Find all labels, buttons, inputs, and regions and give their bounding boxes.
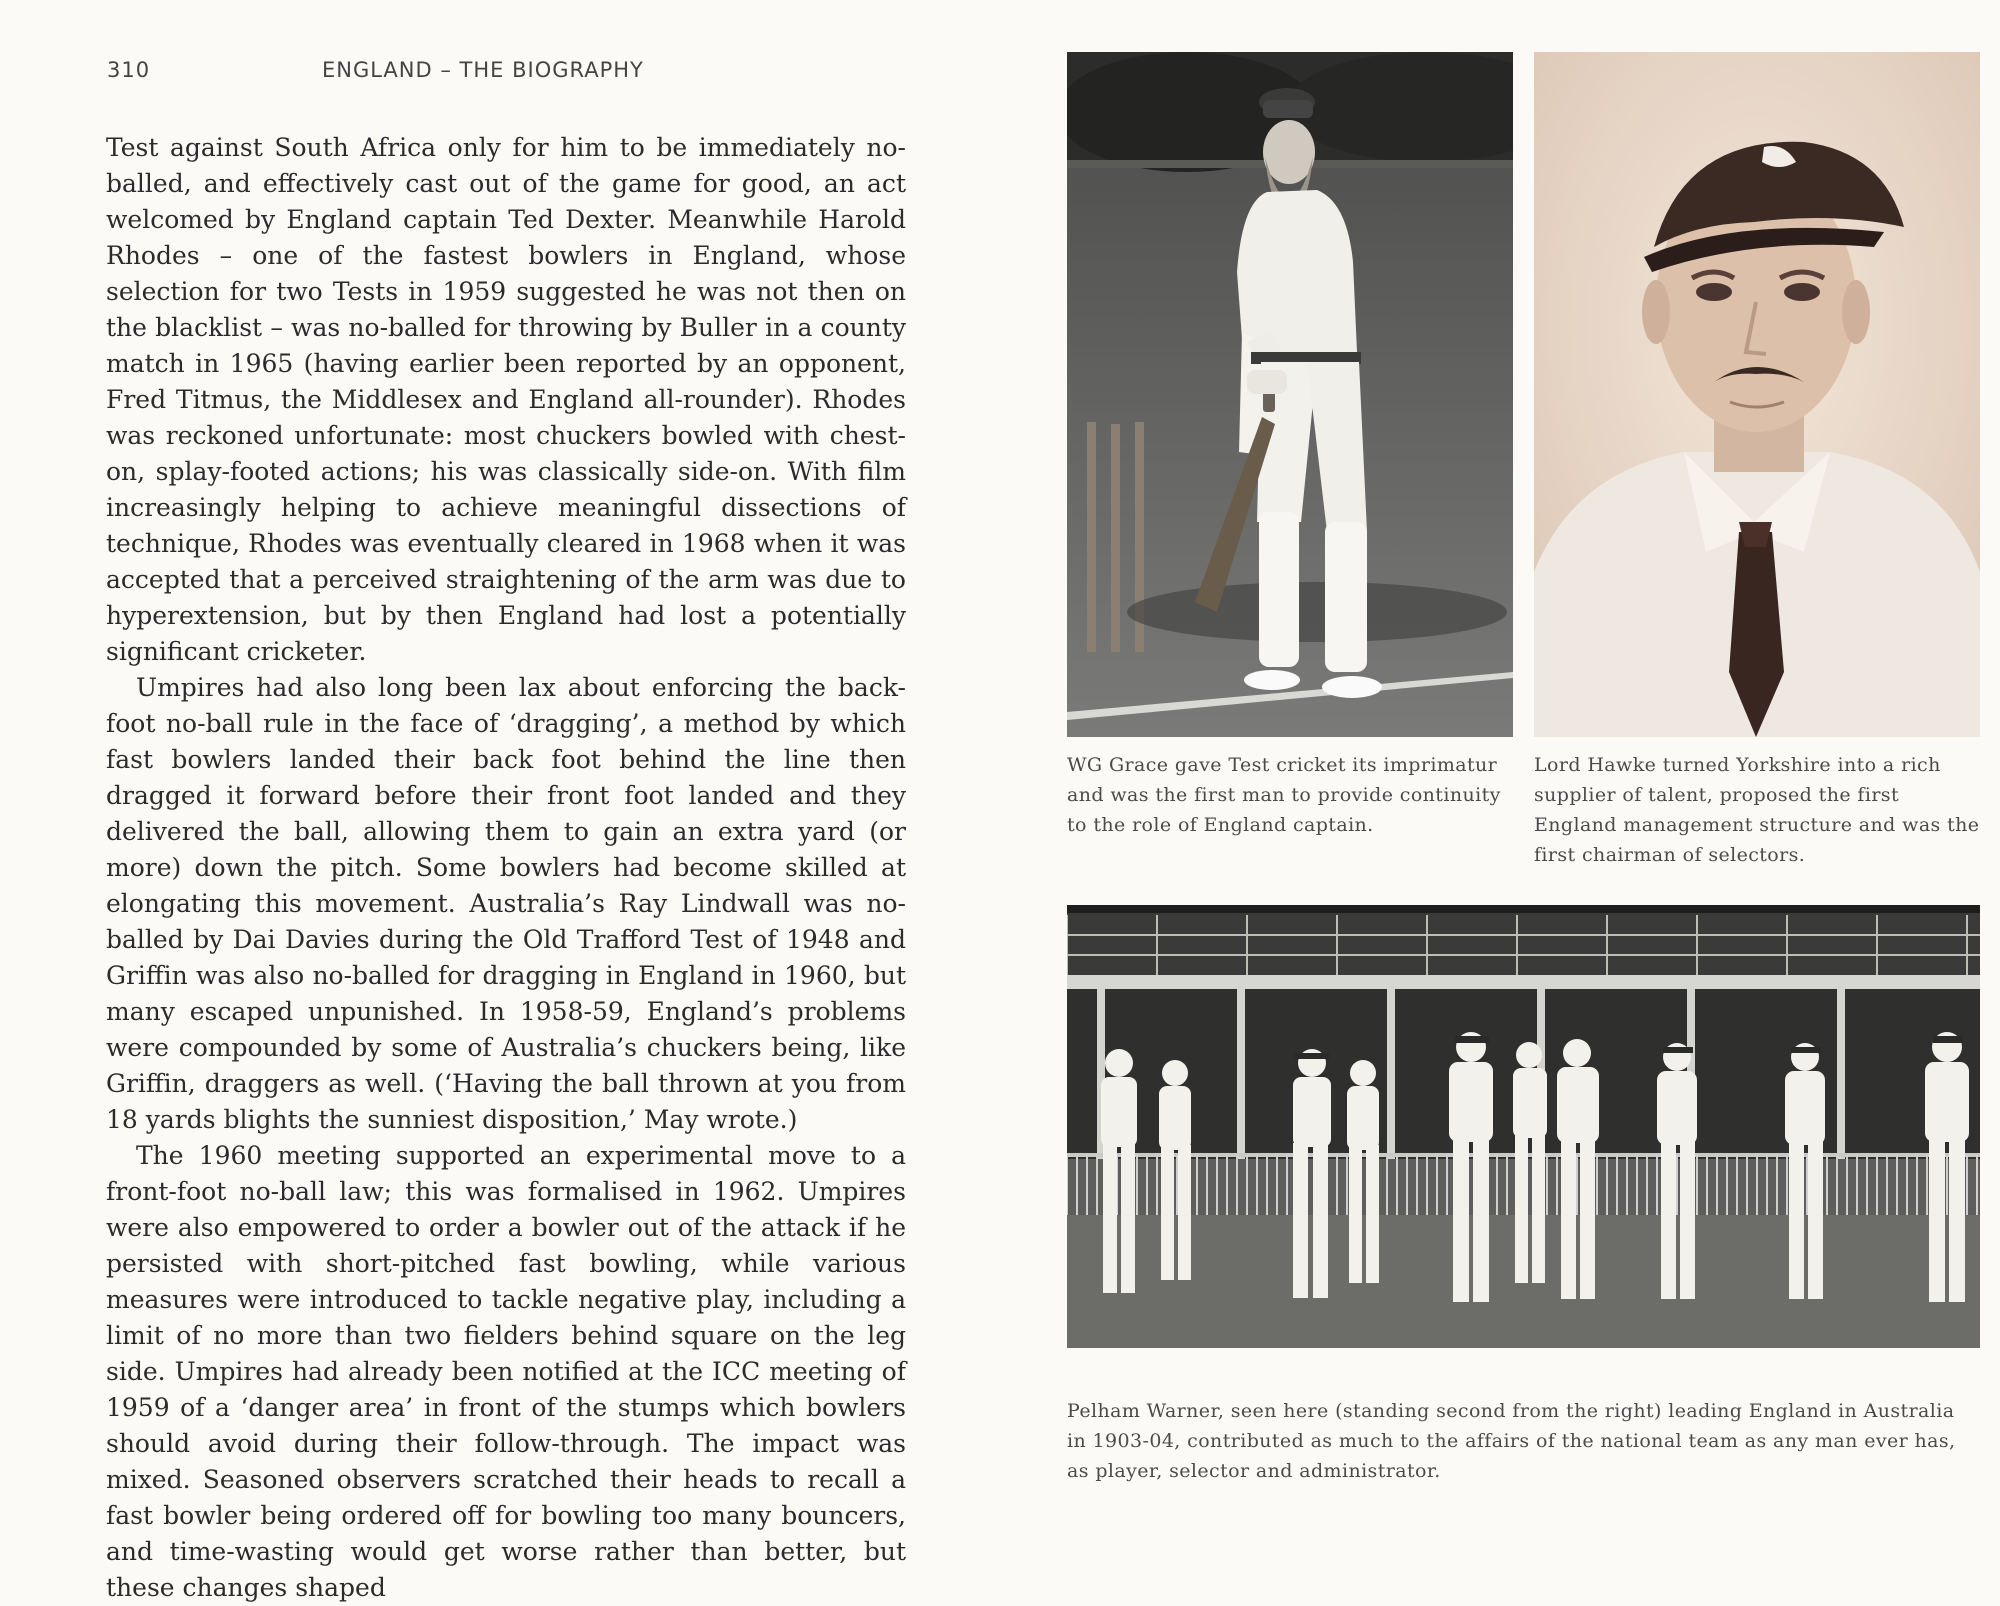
running-title: ENGLAND – THE BIOGRAPHY (322, 58, 644, 82)
paragraph-2: Umpires had also long been lax about enforcing the back-foot no-ball rule in the face of ‘dragging’, a method by which fast bowlers landed their back foot behind the line then dragged it forward before their front foot landed and they delivered the ball, allowing them to gain an extra yard (or more) down the pitch. Some bowlers had become skilled at elongating this movement. Australia’s Ray Lindwall was no-balled by Dai Davies during the Old Trafford Test of 1948 and Griffin was also no-balled for dragging in England in 1960, but many escaped unpunished. In 1958-59, England’s problems were compounded by some of Australia’s chuckers being, like Griffin, draggers as well. (‘Having the ball thrown at you from 18 yards blights the sunniest disposition,’ May wrote.) (106, 673, 906, 1134)
caption-wg-grace: WG Grace gave Test cricket its imprimatur and was the first man to provide continuity to the role of England captain. (1067, 754, 1501, 836)
body-text (106, 130, 906, 1606)
photo-wg-grace (1067, 52, 1513, 737)
caption-england-team: Pelham Warner, seen here (standing second from the right) leading England in Australia in 1903-04, contributed as much to the affairs of the national team as any man ever has, as player, selector and administrator. (1067, 1400, 1956, 1482)
paragraph-3: The 1960 meeting supported an experimental move to a front-foot no-ball law; this was formalised in 1962. Umpires were also empowered to order a bowler out of the attack if he persisted with short-pitched fast bowling, while various measures were introduced to tackle negative play, including a limit of no more than two fielders behind square on the leg side. Umpires had already been notified at the ICC meeting of 1959 of a ‘danger area’ in front of the stumps which bowlers should avoid during their follow-through. The impact was mixed. Seasoned observers scratched their heads to recall a fast bowler being ordered off for bowling too many bouncers, and time-wasting would get worse rather than better, but these changes shaped (106, 1141, 906, 1602)
page-number: 310 (107, 58, 151, 82)
photo-lord-hawke (1534, 52, 1980, 737)
caption-lord-hawke: Lord Hawke turned Yorkshire into a rich supplier of talent, proposed the first England management structure and was the first chairman of selectors. (1534, 754, 1980, 866)
paragraph-1: Test against South Africa only for him to be immediately no-balled, and effectively cast out of the game for good, an act welcomed by England captain Ted Dexter. Meanwhile Harold Rhodes – one of the fastest bowlers in England, whose selection for two Tests in 1959 suggested he was not then on the blacklist – was no-balled for throwing by Buller in a county match in 1965 (having earlier been reported by an opponent, Fred Titmus, the Middlesex and England all-rounder). Rhodes was reckoned unfortunate: most chuckers bowled with chest-on, splay-footed actions; his was classically side-on. With film increasingly helping to achieve meaningful dissections of technique, Rhodes was eventually cleared in 1968 when it was accepted that a perceived straightening of the arm was due to hyperextension, but by then England had lost a potentially significant cricketer. (106, 133, 906, 666)
england-team-illustration (1067, 905, 1980, 1348)
photo-england-team (1067, 905, 1980, 1348)
lord-hawke-illustration (1534, 52, 1980, 737)
wg-grace-illustration (1067, 52, 1513, 737)
